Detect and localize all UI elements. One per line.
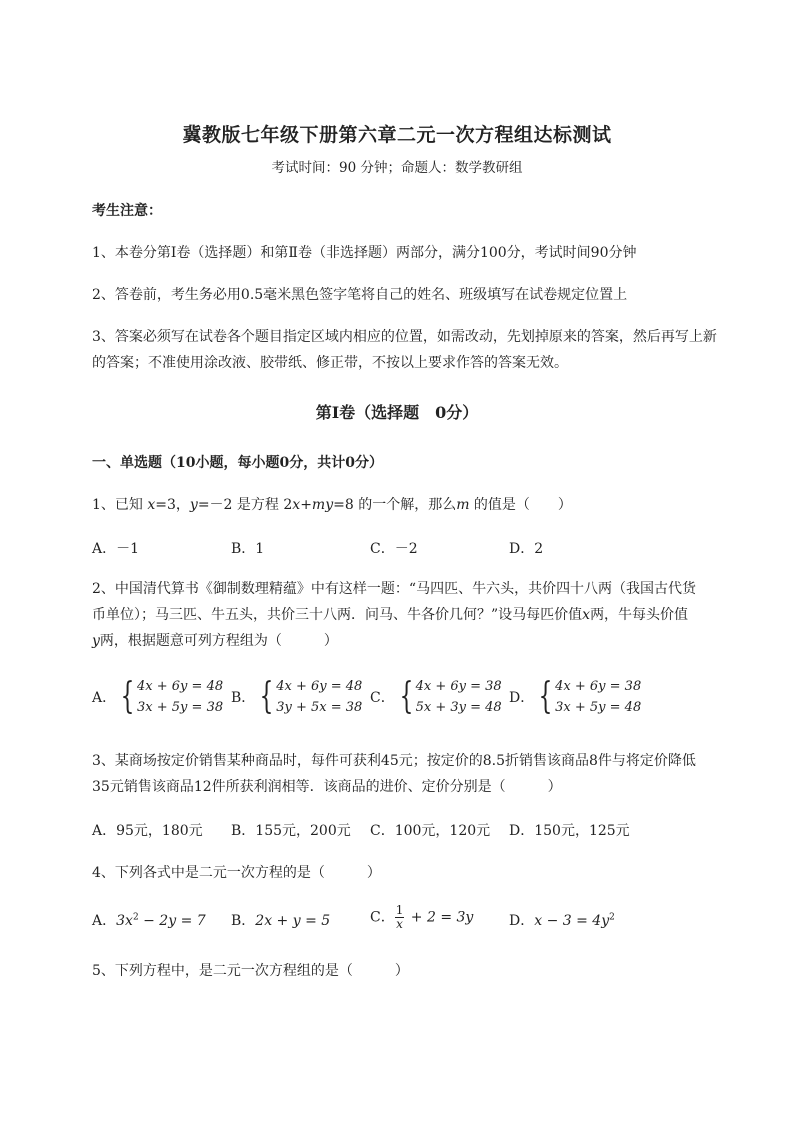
question-2-line-1: 2、中国清代算书《御制数理精蕴》中有这样一题：“马四匹、牛六头，共价四十八两（我国古代货 (92, 581, 697, 597)
q2-var-y: y (92, 633, 100, 649)
option-label: D． (509, 913, 535, 929)
question-5-stem: 5、下列方程中，是二元一次方程组的是（ ） (92, 963, 409, 979)
option-label: C． (370, 909, 395, 926)
fraction-denominator: x (396, 917, 403, 931)
q3-option-b[interactable]: B．155元，200元 (231, 823, 351, 839)
question-1-stem (92, 494, 572, 514)
equation: 4x + 6y = 38 (415, 679, 502, 694)
q1-var-my: my (311, 497, 334, 513)
q1-var-x2: x (292, 497, 301, 513)
section-title: 第Ⅰ卷（选择题 0分） (315, 403, 479, 422)
expression: − 2y = 7 (138, 913, 206, 929)
q1-option-b[interactable]: B．1 (231, 541, 265, 557)
option-label: C． (370, 690, 395, 706)
q1-text: 的值是（ ） (469, 497, 572, 513)
q1-var-y: y (189, 497, 198, 513)
option-label: B． (231, 913, 256, 929)
q4-option-d[interactable] (509, 910, 615, 930)
option-label: A． (92, 913, 117, 929)
equation: 3x + 5y = 38 (137, 700, 224, 715)
q1-var-m: m (456, 497, 470, 513)
note-item-2: 2、答卷前，考生务必用0.5毫米黑色签字笔将自己的姓名、班级填写在试卷规定位置上 (92, 287, 628, 303)
q2-option-a[interactable] (92, 676, 223, 718)
fraction-numerator: 1 (395, 903, 404, 917)
question-3-line-2: 35元销售该商品12件所获利润相等．该商品的进价、定价分别是（ ） (92, 779, 562, 795)
q1-option-d[interactable]: D．2 (509, 541, 544, 557)
q1-option-a[interactable]: A．－1 (92, 541, 140, 557)
q1-option-c[interactable]: C．－2 (370, 541, 418, 557)
exponent: 2 (132, 912, 139, 923)
q1-text: =8 的一个解，那么 (333, 497, 457, 513)
question-3-line-1: 3、某商场按定价销售某种商品时，每件可获利45元；按定价的8.5折销售该商品8件与将定价降低 (92, 753, 696, 769)
note-item-3: 3、答案必须写在试卷各个题目指定区域内相应的位置，如需改动，先划掉原来的答案，然后再写上新 (92, 329, 717, 345)
note-item-1: 1、本卷分第Ⅰ卷（选择题）和第Ⅱ卷（非选择题）两部分，满分100分，考试时间90分钟 (92, 245, 637, 261)
q3-option-c[interactable]: C．100元，120元 (370, 823, 491, 839)
q1-text: =－2 是方程 2 (197, 497, 293, 513)
exponent: 2 (609, 912, 615, 923)
exam-title: 冀教版七年级下册第六章二元一次方程组达标测试 (182, 124, 612, 146)
q3-option-d[interactable]: D．150元，125元 (509, 823, 630, 839)
exam-subtitle: 考试时间：90 分钟；命题人：数学教研组 (271, 160, 523, 176)
q2-text: 两，牛每头价值 (590, 607, 689, 623)
q4-option-a[interactable] (92, 910, 206, 930)
question-2-line-2 (92, 604, 688, 624)
equation: 5x + 3y = 48 (415, 700, 502, 715)
question-4-stem: 4、下列各式中是二元一次方程的是（ ） (92, 865, 381, 881)
note-item-3-cont: 的答案；不准使用涂改液、胶带纸、修正带，不按以上要求作答的答案无效。 (92, 355, 568, 371)
brace-icon: { (259, 676, 274, 717)
q4-option-c[interactable] (370, 904, 473, 931)
brace-icon: { (120, 676, 135, 717)
q2-text: 两，根据题意可列方程组为（ ） (99, 633, 338, 649)
expression: + 2 = 3y (406, 909, 474, 926)
part-heading: 一、单选题（10小题，每小题0分，共计0分） (92, 455, 383, 471)
q2-option-b[interactable] (231, 676, 362, 718)
q1-text: =3， (155, 497, 190, 513)
option-label: D． (509, 690, 535, 706)
expression: x − 3 = 4y (534, 913, 610, 929)
brace-icon: { (399, 676, 414, 717)
q1-text: + (300, 497, 312, 513)
q1-var-x: x (147, 497, 156, 513)
q2-var-x: x (582, 607, 591, 623)
equation: 3y + 5x = 38 (276, 700, 363, 715)
expression: 2x + y = 5 (255, 913, 331, 929)
q2-text: 币单位）；马三匹、牛五头，共价三十八两．问马、牛各价几何？”设马每匹价值 (92, 607, 583, 623)
equation: 3x + 5y = 48 (555, 700, 642, 715)
option-label: B． (231, 690, 256, 706)
option-label: A． (92, 690, 117, 706)
q3-option-a[interactable]: A．95元，180元 (92, 823, 203, 839)
brace-icon: { (538, 676, 553, 717)
equation: 4x + 6y = 48 (276, 679, 363, 694)
q4-option-b[interactable] (231, 910, 330, 930)
q1-text: 1、已知 (92, 497, 148, 513)
expression: 3x (116, 913, 133, 929)
q2-option-c[interactable] (370, 676, 502, 718)
question-2-line-3 (92, 630, 338, 650)
q2-option-d[interactable] (509, 676, 641, 718)
notes-heading: 考生注意： (92, 203, 162, 219)
equation: 4x + 6y = 38 (555, 679, 642, 694)
equation: 4x + 6y = 48 (137, 679, 224, 694)
